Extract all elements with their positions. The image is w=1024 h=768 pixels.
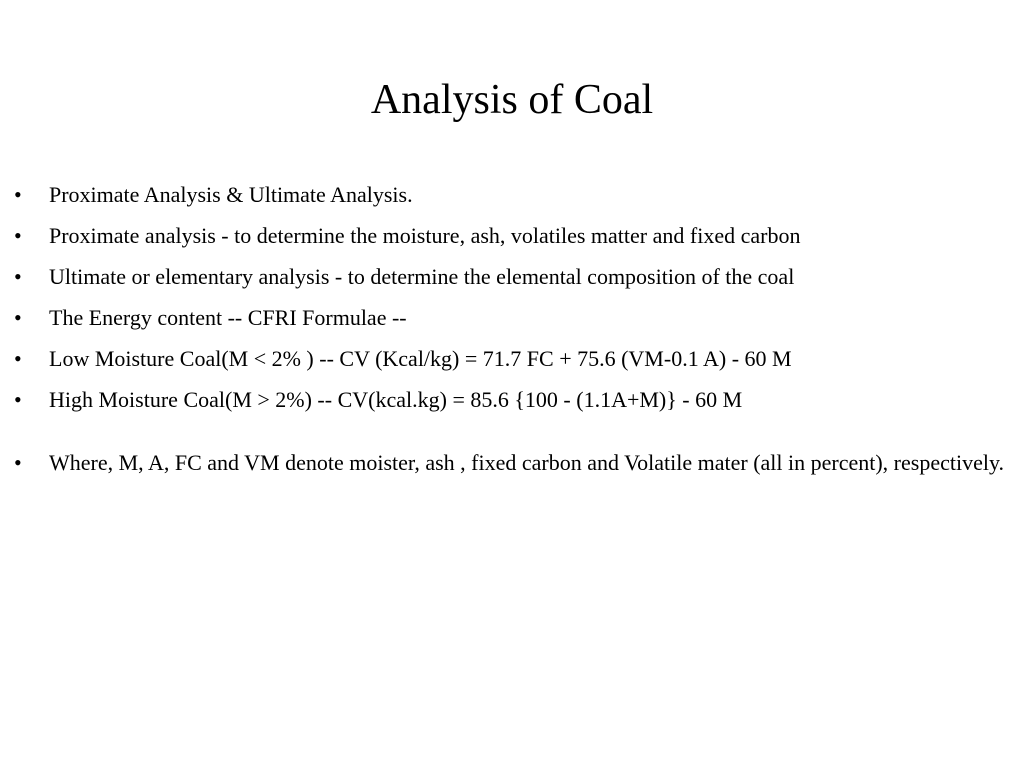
- bullet-icon: •: [14, 305, 22, 330]
- slide-title: Analysis of Coal: [370, 77, 654, 123]
- bullet-icon: •: [14, 264, 22, 289]
- bullet-text: Low Moisture Coal(M < 2% ) -- CV (Kcal/kg) = 71.7 FC + 75.6 (VM-0.1 A) - 60 M: [49, 346, 792, 371]
- bullet-icon: •: [14, 182, 22, 207]
- list-item: [14, 342, 1018, 375]
- bullet-text: High Moisture Coal(M > 2%) -- CV(kcal.kg) = 85.6 {100 - (1.1A+M)} - 60 M: [49, 387, 743, 412]
- list-item: [14, 383, 1018, 416]
- list-item: [14, 178, 1018, 211]
- bullet-text: Ultimate or elementary analysis - to determine the elemental composition of the coal: [49, 264, 795, 289]
- bullet-text: Proximate Analysis & Ultimate Analysis.: [49, 182, 413, 207]
- bullet-text: The Energy content -- CFRI Formulae --: [49, 305, 407, 330]
- list-item: [14, 219, 1018, 252]
- bullet-icon: •: [14, 450, 22, 475]
- list-item: [14, 446, 1018, 479]
- bullet-text: Where, M, A, FC and VM denote moister, ash , fixed carbon and Volatile mater (all in percent), respectively.: [49, 450, 1005, 475]
- list-item: [14, 260, 1018, 293]
- bullet-icon: •: [14, 346, 22, 371]
- bullet-icon: •: [14, 387, 22, 412]
- bullet-text: Proximate analysis - to determine the moisture, ash, volatiles matter and fixed carbon: [49, 223, 801, 248]
- list-item: [14, 301, 1018, 334]
- bullet-list: [14, 178, 1018, 487]
- bullet-icon: •: [14, 223, 22, 248]
